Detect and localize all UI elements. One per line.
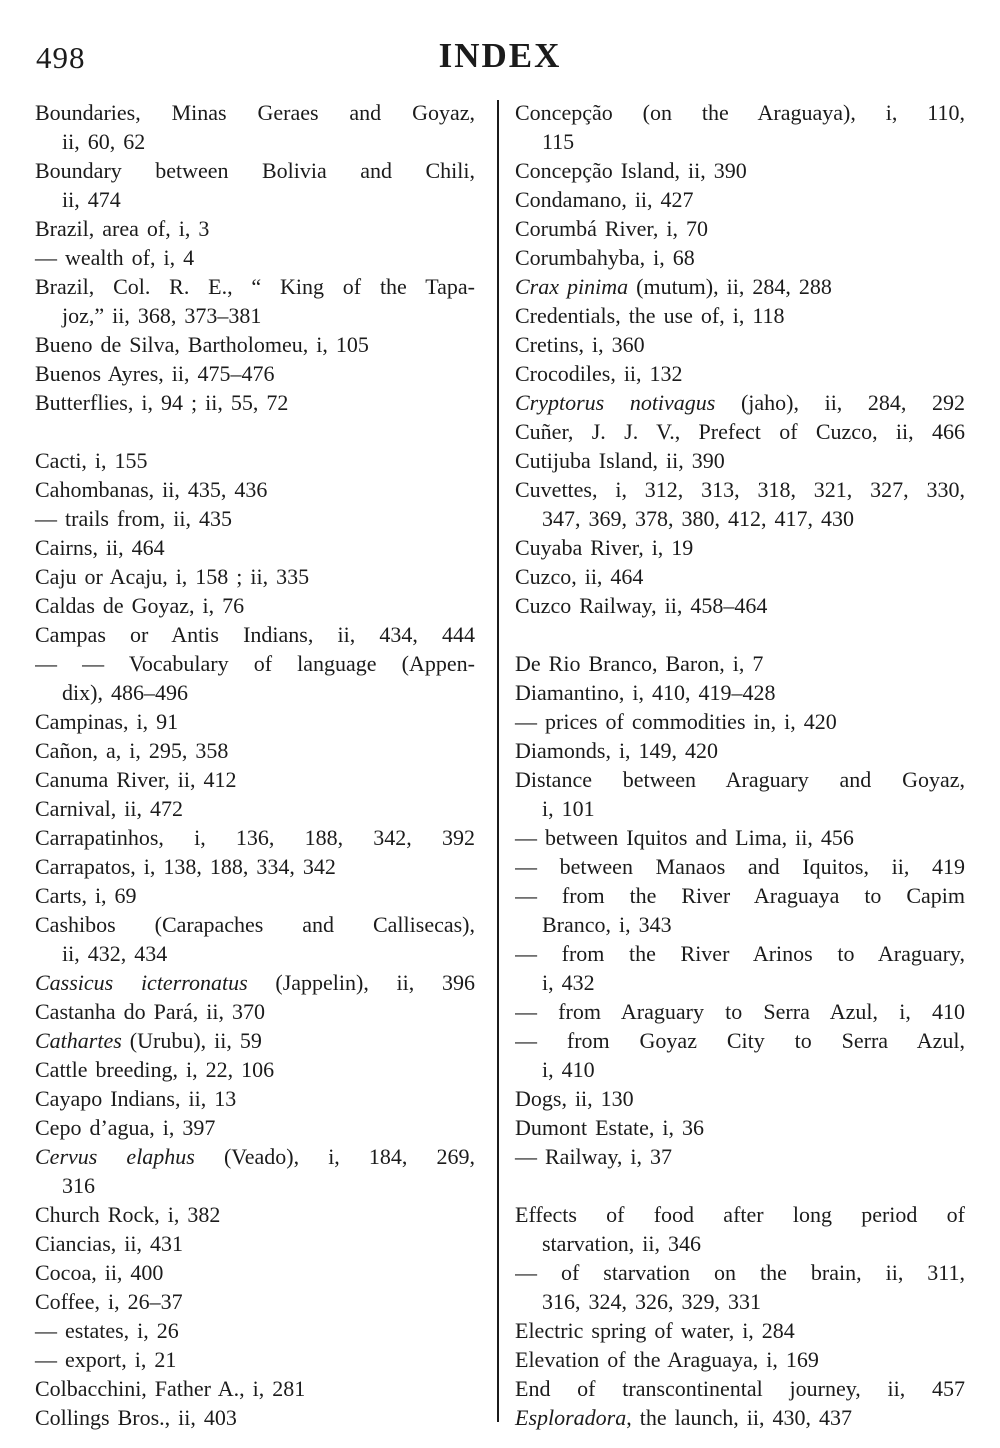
- index-entry-line: Cocoa, ii, 400: [35, 1260, 164, 1285]
- index-entry-line: Cañon, a, i, 295, 358: [35, 738, 229, 763]
- index-entry-line: De Rio Branco, Baron, i, 7: [515, 651, 764, 676]
- column-divider-rule: [497, 100, 499, 1422]
- index-entry-line: Cayapo Indians, ii, 13: [35, 1086, 237, 1111]
- index-entry-line: i, 410: [542, 1057, 595, 1082]
- index-entry-line: Corumbahyba, i, 68: [515, 245, 695, 270]
- italic-lead: Cathartes: [35, 1028, 122, 1053]
- index-entry-line: Carrapatos, i, 138, 188, 334, 342: [35, 854, 336, 879]
- index-entry-line: Cuzco Railway, ii, 458–464: [515, 593, 768, 618]
- index-entry-line: — wealth of, i, 4: [35, 245, 195, 270]
- index-entry-line: Concepção (on the Araguaya), i, 110,: [515, 100, 965, 125]
- section-break: [35, 417, 475, 446]
- index-entry-line: Crocodiles, ii, 132: [515, 361, 683, 386]
- index-entry-line: Canuma River, ii, 412: [35, 767, 237, 792]
- italic-lead: Cervus elaphus: [35, 1144, 195, 1169]
- index-entry-line: Buenos Ayres, ii, 475–476: [35, 361, 275, 386]
- section-break: [515, 1171, 965, 1200]
- index-entry-line: starvation, ii, 346: [542, 1231, 701, 1256]
- index-entry-line: Cepo d’agua, i, 397: [35, 1115, 216, 1140]
- index-entry-line: Cahombanas, ii, 435, 436: [35, 477, 268, 502]
- index-entry-line: Ciancias, ii, 431: [35, 1231, 183, 1256]
- index-entry-line: Cacti, i, 155: [35, 448, 148, 473]
- index-entry-line: Caldas de Goyaz, i, 76: [35, 593, 245, 618]
- index-entry-line: Butterflies, i, 94 ; ii, 55, 72: [35, 390, 289, 415]
- index-entry-line: Dogs, ii, 130: [515, 1086, 634, 1111]
- index-column-left: [35, 98, 475, 1432]
- index-entry-line: Distance between Araguary and Goyaz,: [515, 767, 965, 792]
- index-entry-line: Colbacchini, Father A., i, 281: [35, 1376, 306, 1401]
- index-entry-line: Cattle breeding, i, 22, 106: [35, 1057, 275, 1082]
- index-entry-line: 316, 324, 326, 329, 331: [542, 1289, 761, 1314]
- index-entry-line: Cuvettes, i, 312, 313, 318, 321, 327, 330,: [515, 477, 965, 502]
- index-entry-line: 316: [62, 1173, 95, 1198]
- index-entry-line: Carnival, ii, 472: [35, 796, 183, 821]
- index-entry-line: Campinas, i, 91: [35, 709, 179, 734]
- index-entry-line: Carrapatinhos, i, 136, 188, 342, 392: [35, 825, 475, 850]
- index-entry-line: Church Rock, i, 382: [35, 1202, 221, 1227]
- index-entry-line: — Railway, i, 37: [515, 1144, 672, 1169]
- index-entry-line: Boundaries, Minas Geraes and Goyaz,: [35, 100, 475, 125]
- index-entry-line: i, 101: [542, 796, 595, 821]
- page-title: INDEX: [438, 36, 562, 75]
- italic-lead: Crax pinima: [515, 274, 629, 299]
- index-entry-line: 347, 369, 378, 380, 412, 417, 430: [542, 506, 854, 531]
- index-entry-line: — prices of commodities in, i, 420: [515, 709, 837, 734]
- index-entry-line: Credentials, the use of, i, 118: [515, 303, 785, 328]
- index-entry-line: dix), 486–496: [62, 680, 188, 705]
- index-entry-line: Cashibos (Carapaches and Callisecas),: [35, 912, 475, 937]
- index-entry-line: — between Iquitos and Lima, ii, 456: [515, 825, 854, 850]
- index-entry-line: Crax pinima (mutum), ii, 284, 288: [515, 274, 832, 299]
- index-entry-line: — between Manaos and Iquitos, ii, 419: [515, 854, 965, 879]
- index-entry-line: Dumont Estate, i, 36: [515, 1115, 704, 1140]
- index-entry-line: 115: [542, 129, 575, 154]
- index-entry-line: ii, 60, 62: [62, 129, 146, 154]
- index-entry-line: — export, i, 21: [35, 1347, 177, 1372]
- index-entry-line: Diamonds, i, 149, 420: [515, 738, 719, 763]
- index-entry-line: — — Vocabulary of language (Appen-: [35, 651, 475, 676]
- index-entry-line: Caju or Acaju, i, 158 ; ii, 335: [35, 564, 310, 589]
- index-entry-line: Carts, i, 69: [35, 883, 137, 908]
- index-entry-line: ii, 474: [62, 187, 121, 212]
- italic-lead: Esploradora: [515, 1405, 627, 1430]
- index-entry-line: ii, 432, 434: [62, 941, 168, 966]
- index-entry-line: Cassicus icterronatus (Jappelin), ii, 396: [35, 970, 475, 995]
- index-entry-line: Elevation of the Araguaya, i, 169: [515, 1347, 819, 1372]
- index-entry-line: Brazil, area of, i, 3: [35, 216, 210, 241]
- index-entry-line: Effects of food after long period of: [515, 1202, 965, 1227]
- index-entry-line: Cuzco, ii, 464: [515, 564, 644, 589]
- index-entry-line: Esploradora, the launch, ii, 430, 437: [515, 1405, 852, 1430]
- index-entry-line: Coffee, i, 26–37: [35, 1289, 183, 1314]
- index-entry-line: Cryptorus notivagus (jaho), ii, 284, 292: [515, 390, 965, 415]
- index-entry-line: — estates, i, 26: [35, 1318, 179, 1343]
- index-entry-line: Cuñer, J. J. V., Prefect of Cuzco, ii, 466: [515, 419, 965, 444]
- index-entry-line: Cairns, ii, 464: [35, 535, 165, 560]
- index-entry-line: — from Araguary to Serra Azul, i, 410: [515, 999, 965, 1024]
- index-entry-line: — from the River Arinos to Araguary,: [515, 941, 965, 966]
- index-entry-line: Diamantino, i, 410, 419–428: [515, 680, 776, 705]
- index-entry-line: — from Goyaz City to Serra Azul,: [515, 1028, 965, 1053]
- index-entry-line: Cathartes (Urubu), ii, 59: [35, 1028, 262, 1053]
- index-entry-line: Castanha do Pará, ii, 370: [35, 999, 265, 1024]
- index-entry-line: Cuyaba River, i, 19: [515, 535, 694, 560]
- page-number: 498: [36, 40, 86, 75]
- index-entry-line: — from the River Araguaya to Capim: [515, 883, 965, 908]
- index-entry-line: Campas or Antis Indians, ii, 434, 444: [35, 622, 475, 647]
- index-entry-line: Collings Bros., ii, 403: [35, 1405, 237, 1430]
- index-entry-line: Electric spring of water, i, 284: [515, 1318, 795, 1343]
- index-entry-line: Corumbá River, i, 70: [515, 216, 708, 241]
- italic-lead: Cryptorus notivagus: [515, 390, 716, 415]
- index-entry-line: Branco, i, 343: [542, 912, 672, 937]
- index-entry-line: Cutijuba Island, ii, 390: [515, 448, 725, 473]
- index-entry-line: Concepção Island, ii, 390: [515, 158, 747, 183]
- italic-lead: Cassicus icterronatus: [35, 970, 248, 995]
- index-entry-line: End of transcontinental journey, ii, 457: [515, 1376, 965, 1401]
- index-entry-line: — of starvation on the brain, ii, 311,: [515, 1260, 965, 1285]
- index-entry-line: Boundary between Bolivia and Chili,: [35, 158, 475, 183]
- index-entry-line: Condamano, ii, 427: [515, 187, 694, 212]
- section-break: [515, 620, 965, 649]
- index-entry-line: i, 432: [542, 970, 595, 995]
- index-column-right: [515, 98, 965, 1432]
- index-entry-line: joz,” ii, 368, 373–381: [62, 303, 262, 328]
- index-entry-line: Cervus elaphus (Veado), i, 184, 269,: [35, 1144, 475, 1169]
- index-entry-line: Brazil, Col. R. E., “ King of the Tapa-: [35, 274, 475, 299]
- index-entry-line: Cretins, i, 360: [515, 332, 645, 357]
- index-entry-line: Bueno de Silva, Bartholomeu, i, 105: [35, 332, 369, 357]
- index-entry-line: — trails from, ii, 435: [35, 506, 232, 531]
